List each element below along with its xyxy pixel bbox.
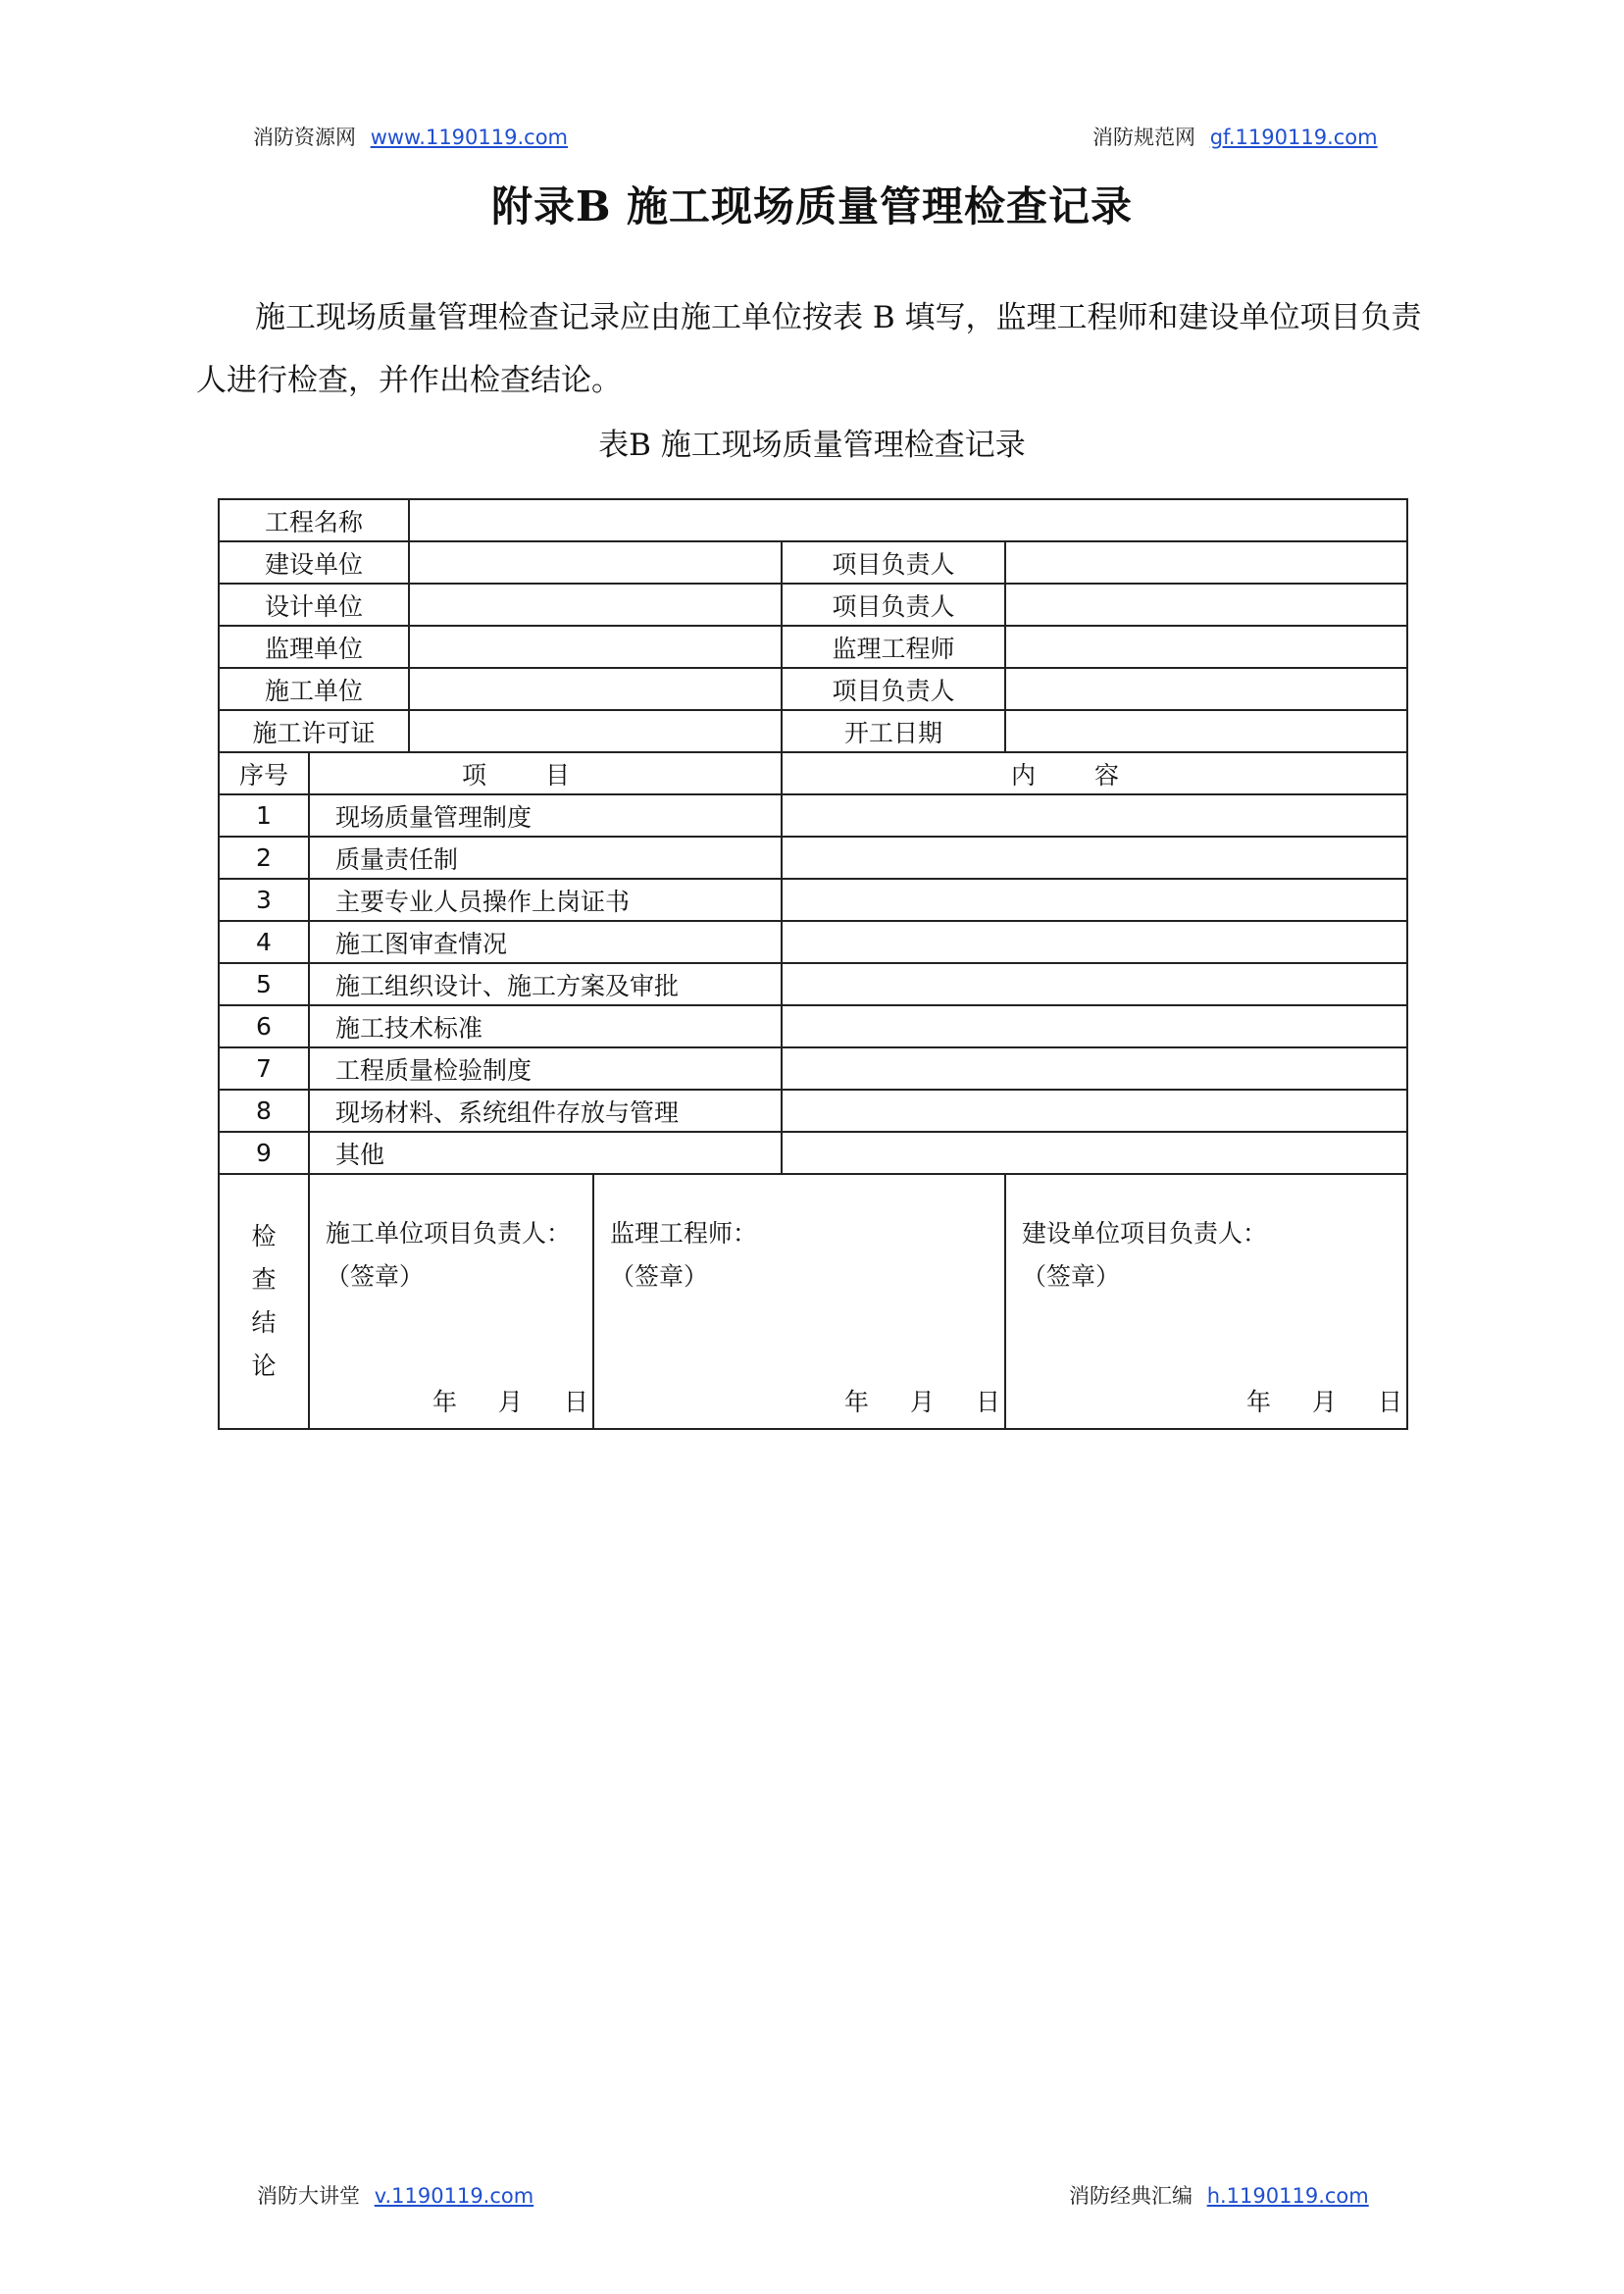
signature-seal: （签章）: [1022, 1262, 1121, 1291]
info-right-label: 开工日期: [782, 710, 1005, 752]
item-content[interactable]: [782, 879, 1407, 921]
header-right-link[interactable]: gf.1190119.com: [1209, 126, 1378, 149]
info-right-label: 项目负责人: [782, 541, 1005, 584]
page-title: 附录B 施工现场质量管理检查记录: [490, 182, 1134, 230]
table-row: [219, 499, 1407, 541]
info-left-value[interactable]: [409, 541, 782, 584]
table-row: [219, 879, 1407, 921]
date-year-label: 年: [1246, 1388, 1272, 1416]
date-day-label: 日: [1378, 1388, 1403, 1416]
conclusion-char: 检: [251, 1222, 277, 1250]
col-content-header: [782, 752, 1407, 794]
footer-left-link[interactable]: v.1190119.com: [374, 2184, 534, 2208]
table-row: [219, 794, 1407, 837]
header-right-label: 消防规范网: [1092, 126, 1195, 149]
table-caption: 表B 施工现场质量管理检查记录: [598, 428, 1026, 463]
item-no: 6: [219, 1005, 309, 1047]
footer-right-label: 消防经典汇编: [1069, 2184, 1193, 2208]
intro-paragraph: 施工现场质量管理检查记录应由施工单位按表 B 填写，监理工程师和建设单位项目负责人进行检查，并作出检查结论。: [196, 300, 1422, 398]
info-left-value[interactable]: [409, 626, 782, 668]
info-right-value[interactable]: [1005, 541, 1407, 584]
item-no: 8: [219, 1090, 309, 1132]
table-row: [219, 1090, 1407, 1132]
info-left-label: 建设单位: [219, 541, 409, 584]
table-header-row: [219, 752, 1407, 794]
signature-role: 建设单位项目负责人：: [1022, 1219, 1268, 1248]
info-right-value[interactable]: [1005, 584, 1407, 626]
table-row: [219, 1047, 1407, 1090]
project-name-label: 工程名称: [219, 499, 409, 541]
info-left-label: 监理单位: [219, 626, 409, 668]
col-item-header-text: 项目: [462, 760, 630, 790]
signature-role: 施工单位项目负责人：: [326, 1219, 572, 1248]
item-content[interactable]: [782, 1132, 1407, 1174]
info-left-value[interactable]: [409, 710, 782, 752]
item-name: 施工技术标准: [309, 1005, 782, 1047]
info-left-label: 施工单位: [219, 668, 409, 710]
item-name: 工程质量检验制度: [309, 1047, 782, 1090]
date-month-label: 月: [909, 1388, 935, 1416]
footer-left-label: 消防大讲堂: [257, 2184, 360, 2208]
item-content[interactable]: [782, 794, 1407, 837]
item-name: 施工组织设计、施工方案及审批: [309, 963, 782, 1005]
header-right: [1092, 122, 1378, 151]
item-name: 其他: [309, 1132, 782, 1174]
date-month-label: 月: [1312, 1388, 1338, 1416]
info-left-label: 施工许可证: [219, 710, 409, 752]
header-left: [253, 122, 568, 151]
signature-role: 监理工程师：: [610, 1219, 758, 1248]
info-right-label: 监理工程师: [782, 626, 1005, 668]
info-right-label: 项目负责人: [782, 668, 1005, 710]
item-name: 主要专业人员操作上岗证书: [309, 879, 782, 921]
date-day-label: 日: [564, 1388, 589, 1416]
signature-cell-supervisor[interactable]: [593, 1174, 1005, 1429]
item-content[interactable]: [782, 837, 1407, 879]
item-name: 质量责任制: [309, 837, 782, 879]
info-right-value[interactable]: [1005, 668, 1407, 710]
signature-cell-owner[interactable]: [1005, 1174, 1407, 1429]
item-no: 2: [219, 837, 309, 879]
item-name: 现场材料、系统组件存放与管理: [309, 1090, 782, 1132]
header-left-link[interactable]: www.1190119.com: [370, 126, 569, 149]
info-left-label: 设计单位: [219, 584, 409, 626]
item-content[interactable]: [782, 963, 1407, 1005]
inspection-record-table: [218, 498, 1408, 1430]
footer-right-link[interactable]: h.1190119.com: [1206, 2184, 1369, 2208]
info-left-value[interactable]: [409, 668, 782, 710]
conclusion-char: 查: [251, 1265, 277, 1294]
signature-cell-contractor[interactable]: [309, 1174, 593, 1429]
col-content-header-text: 内容: [1011, 760, 1179, 790]
item-no: 9: [219, 1132, 309, 1174]
item-no: 7: [219, 1047, 309, 1090]
signature-date: [391, 1383, 588, 1418]
col-no-header: 序号: [219, 752, 309, 794]
date-year-label: 年: [431, 1388, 457, 1416]
date-year-label: 年: [843, 1388, 869, 1416]
conclusion-label: [219, 1174, 309, 1429]
item-content[interactable]: [782, 1005, 1407, 1047]
date-month-label: 月: [497, 1388, 523, 1416]
item-no: 5: [219, 963, 309, 1005]
info-right-value[interactable]: [1005, 626, 1407, 668]
item-no: 3: [219, 879, 309, 921]
footer-left: [257, 2180, 533, 2210]
signature-date: [803, 1383, 1000, 1418]
item-name: 施工图审查情况: [309, 921, 782, 963]
item-content[interactable]: [782, 921, 1407, 963]
header-left-label: 消防资源网: [253, 126, 356, 149]
signature-seal: （签章）: [326, 1262, 425, 1291]
item-no: 4: [219, 921, 309, 963]
item-name: 现场质量管理制度: [309, 794, 782, 837]
table-row: [219, 1132, 1407, 1174]
conclusion-row: [219, 1174, 1407, 1429]
info-left-value[interactable]: [409, 584, 782, 626]
table-row: [219, 1005, 1407, 1047]
footer-right: [1069, 2180, 1369, 2210]
table-row: [219, 626, 1407, 668]
info-right-value[interactable]: [1005, 710, 1407, 752]
table-row: [219, 837, 1407, 879]
signature-date: [1205, 1383, 1402, 1418]
table-row: [219, 668, 1407, 710]
table-row: [219, 541, 1407, 584]
date-day-label: 日: [976, 1388, 1001, 1416]
item-no: 1: [219, 794, 309, 837]
col-item-header: [309, 752, 782, 794]
item-content[interactable]: [782, 1047, 1407, 1090]
info-right-label: 项目负责人: [782, 584, 1005, 626]
table-row: [219, 584, 1407, 626]
table-row: [219, 921, 1407, 963]
conclusion-char: 论: [251, 1351, 277, 1380]
signature-seal: （签章）: [610, 1262, 709, 1291]
conclusion-char: 结: [251, 1308, 277, 1337]
item-content[interactable]: [782, 1090, 1407, 1132]
project-name-value[interactable]: [409, 499, 1407, 541]
table-row: [219, 963, 1407, 1005]
table-row: [219, 710, 1407, 752]
